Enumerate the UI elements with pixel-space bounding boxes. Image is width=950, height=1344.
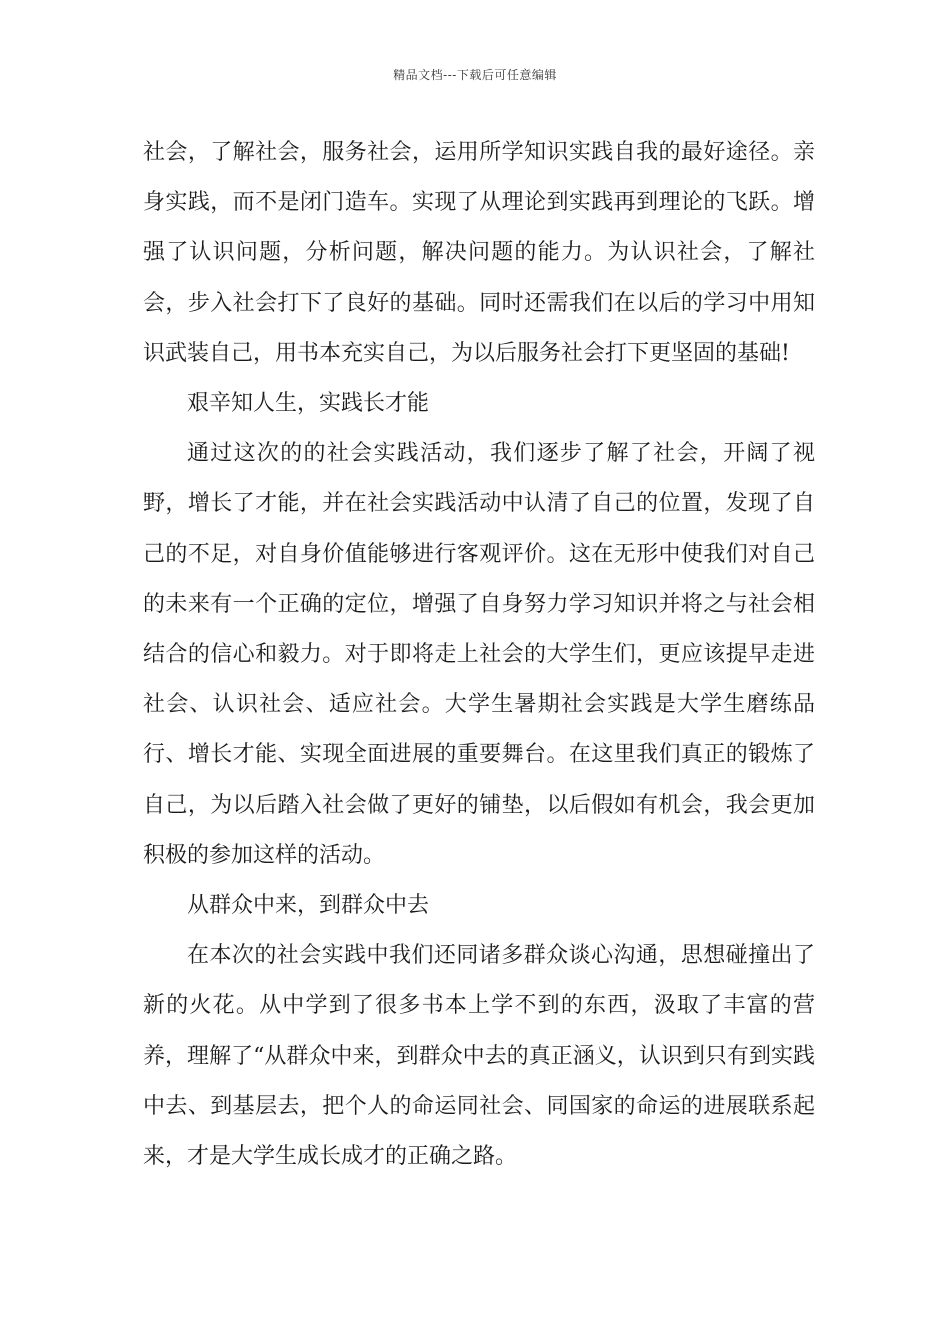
- paragraph: 在本次的社会实践中我们还同诸多群众谈心沟通，思想碰撞出了新的火花。从中学到了很多书本上学不到的东西，汲取了丰富的营养，理解了“从群众中来，到群众中去的真正涵义，认识到只有到实践中去、到基层去，把个人的命运同社会、同国家的命运的进展联系起来，才是大学生成长成才的正确之路。: [143, 943, 815, 1170]
- paragraph: 通过这次的的社会实践活动，我们逐步了解了社会，开阔了视野，增长了才能，并在社会实践活动中认清了自己的位置，发现了自己的不足，对自身价值能够进行客观评价。这在无形中使我们对自己的未来有一个正确的定位，增强了自身努力学习知识并将之与社会相结合的信心和毅力。对于即将走上社会的大学生们，更应该提早走进社会、认识社会、适应社会。大学生暑期社会实践是大学生磨练品行、增长才能、实现全面进展的重要舞台。在这里我们真正的锻炼了自己，为以后踏入社会做了更好的铺垫，以后假如有机会，我会更加积极的参加这样的活动。: [143, 441, 815, 868]
- section-heading: 从群众中来，到群众中去: [187, 893, 430, 919]
- section-heading: 艰辛知人生，实践长才能: [187, 391, 430, 417]
- paragraph: 社会，了解社会，服务社会，运用所学知识实践自我的最好途径。亲身实践，而不是闭门造车。实现了从理论到实践再到理论的飞跃。增强了认识问题，分析问题，解决问题的能力。为认识社会，了解社会，步入社会打下了良好的基础。同时还需我们在以后的学习中用知识武装自己，用书本充实自己，为以后服务社会打下更坚固的基础!: [143, 140, 815, 366]
- page-header: 精品文档---下载后可任意编辑: [393, 68, 557, 82]
- document-body: [143, 128, 815, 1182]
